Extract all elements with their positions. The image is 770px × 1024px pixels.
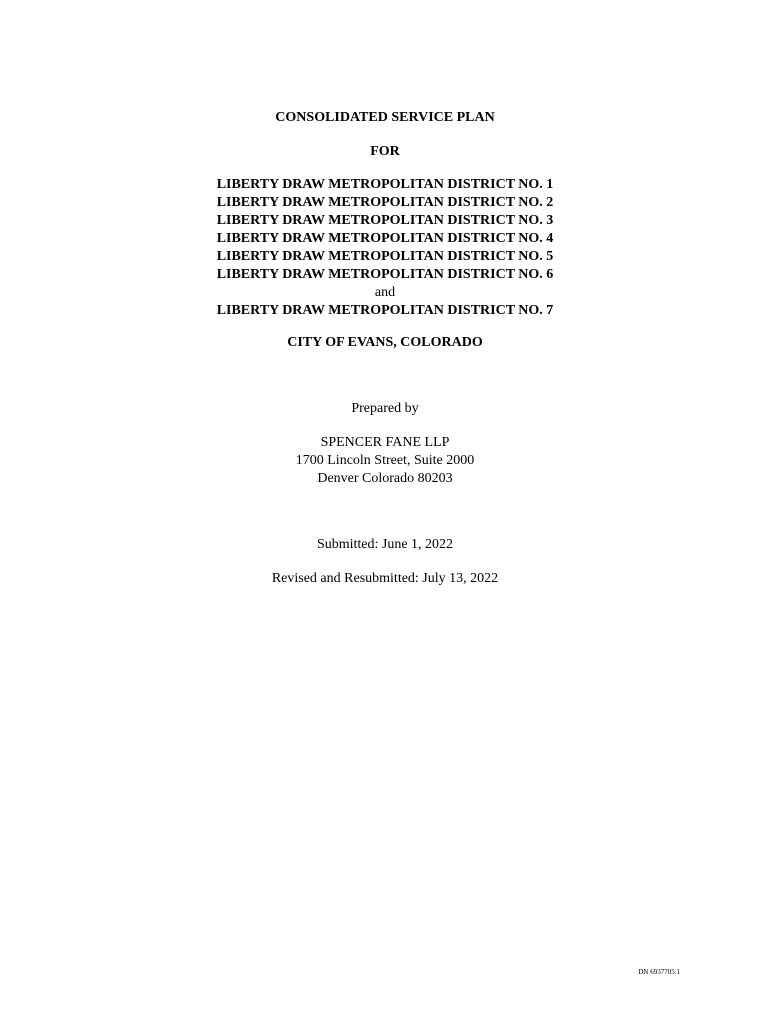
district-line: LIBERTY DRAW METROPOLITAN DISTRICT NO. 3 xyxy=(216,213,554,228)
prepared-by-label: Prepared by xyxy=(351,401,419,416)
preparer-city-state-zip: Denver Colorado 80203 xyxy=(317,471,453,486)
preparer-street: 1700 Lincoln Street, Suite 2000 xyxy=(295,453,475,468)
document-number: DN 6937705.1 xyxy=(638,968,680,976)
conjunction-and: and xyxy=(374,285,396,300)
district-line: LIBERTY DRAW METROPOLITAN DISTRICT NO. 2 xyxy=(216,195,554,210)
resubmitted-date: Revised and Resubmitted: July 13, 2022 xyxy=(271,571,499,586)
district-line: LIBERTY DRAW METROPOLITAN DISTRICT NO. 6 xyxy=(216,267,554,282)
district-line: LIBERTY DRAW METROPOLITAN DISTRICT NO. 5 xyxy=(216,249,554,264)
district-list xyxy=(0,176,770,320)
district-line-last: LIBERTY DRAW METROPOLITAN DISTRICT NO. 7 xyxy=(216,303,554,318)
document-title: CONSOLIDATED SERVICE PLAN xyxy=(275,110,495,125)
submitted-date: Submitted: June 1, 2022 xyxy=(316,537,454,552)
for-label: FOR xyxy=(370,144,400,159)
district-line: LIBERTY DRAW METROPOLITAN DISTRICT NO. 4 xyxy=(216,231,554,246)
preparer-firm: SPENCER FANE LLP xyxy=(320,435,450,450)
district-line: LIBERTY DRAW METROPOLITAN DISTRICT NO. 1 xyxy=(216,177,554,192)
city-heading: CITY OF EVANS, COLORADO xyxy=(287,335,483,350)
